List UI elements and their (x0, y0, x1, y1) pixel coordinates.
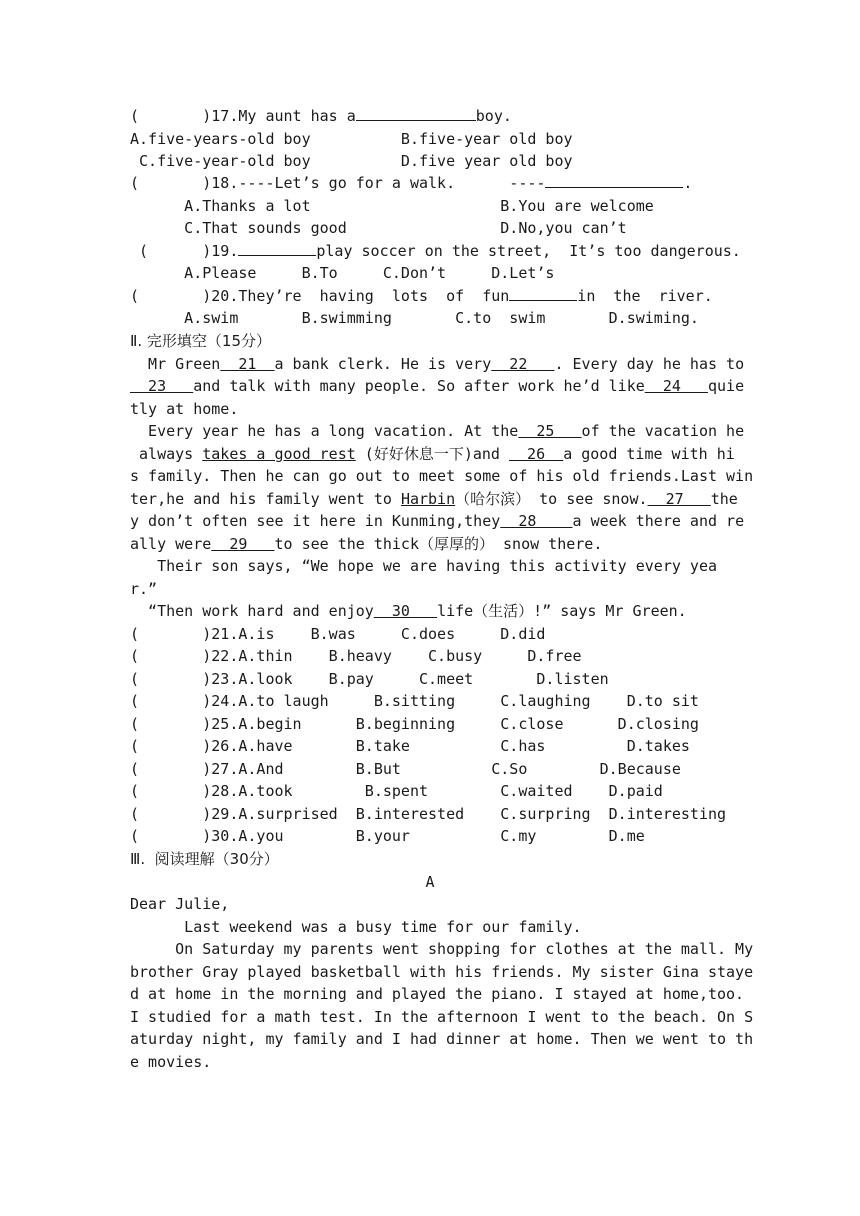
cloze-line: r.” (130, 580, 158, 598)
cloze-line: ally were 29 to see the thick（厚厚的） snow there. (130, 535, 603, 553)
question-17-options: C.five-year-old boy D.five year old boy (130, 152, 573, 170)
answer-blank (509, 286, 577, 301)
cloze-line: Their son says, “We hope we are having this activity every yea (130, 557, 717, 575)
passage-line: aturday night, my family and I had dinner at home. Then we went to th (130, 1030, 754, 1048)
question-19-options: A.Please B.To C.Don’t D.Let’s (130, 264, 555, 282)
question-20-options: A.swim B.swimming C.to swim D.swiming. (130, 309, 699, 327)
cloze-item: ( )23.A.look B.pay C.meet D.listen (130, 670, 609, 688)
question-18-options: A.Thanks a lot B.You are welcome (130, 197, 654, 215)
cloze-item: ( )30.A.you B.your C.my D.me (130, 827, 645, 845)
cloze-line: “Then work hard and enjoy 30 life（生活）!” says Mr Green. (130, 602, 687, 620)
cloze-item: ( )22.A.thin B.heavy C.busy D.free (130, 647, 582, 665)
cloze-item: ( )26.A.have B.take C.has D.takes (130, 737, 690, 755)
cloze-item: ( )29.A.surprised B.interested C.surpring D.interesting (130, 805, 727, 823)
cloze-item: ( )27.A.And B.But C.So D.Because (130, 760, 681, 778)
cloze-line: tly at home. (130, 400, 239, 418)
passage-line: On Saturday my parents went shopping for clothes at the mall. My (130, 940, 754, 958)
question-17-options: A.five-years-old boy B.five-year old boy (130, 130, 573, 148)
cloze-item: ( )25.A.begin B.beginning C.close D.closing (130, 715, 699, 733)
cloze-line: Every year he has a long vacation. At the 25 of the vacation he (130, 422, 745, 440)
cloze-line: Mr Green 21 a bank clerk. He is very 22 . Every day he has to (130, 355, 745, 373)
passage-line: brother Gray played basketball with his friends. My sister Gina staye (130, 963, 754, 981)
question-18-options: C.That sounds good D.No,you can’t (130, 219, 627, 237)
passage-label: A (425, 873, 435, 891)
question-19-stem: ( )19. play soccer on the street, It’s too dangerous. (130, 242, 741, 260)
question-20-stem: ( )20.They’re having lots of fun in the river. (130, 287, 713, 305)
cloze-line: y don’t often see it here in Kunming,they 28 a week there and re (130, 512, 745, 530)
answer-blank (545, 173, 683, 188)
question-18-stem: ( )18.----Let’s go for a walk. ---- . (130, 174, 693, 192)
letter-greeting: Dear Julie, (130, 895, 230, 913)
cloze-item: ( )21.A.is B.was C.does D.did (130, 625, 546, 643)
passage-line: e movies. (130, 1053, 212, 1071)
section-heading: Ⅱ. 完形填空（15分） (130, 332, 272, 350)
passage-line: Last weekend was a busy time for our family. (130, 918, 582, 936)
answer-blank (356, 106, 476, 121)
passage-line: d at home in the morning and played the piano. I stayed at home,too. (130, 985, 745, 1003)
cloze-line: s family. Then he can go out to meet some of his old friends.Last win (130, 467, 754, 485)
section-heading: Ⅲ. 阅读理解（30分） (130, 850, 279, 868)
cloze-line: ter,he and his family went to Harbin（哈尔滨） to see snow. 27 the (130, 490, 738, 508)
passage-line: I studied for a math test. In the afternoon I went to the beach. On S (130, 1008, 754, 1026)
cloze-item: ( )24.A.to laugh B.sitting C.laughing D.to sit (130, 692, 699, 710)
question-17-stem: ( )17.My aunt has a boy. (130, 107, 512, 125)
cloze-line: 23 and talk with many people. So after work he’d like 24 quie (130, 377, 745, 395)
cloze-line: always takes a good rest (好好休息一下)and 26 a good time with hi (130, 445, 735, 463)
cloze-item: ( )28.A.took B.spent C.waited D.paid (130, 782, 663, 800)
answer-blank (238, 241, 316, 256)
